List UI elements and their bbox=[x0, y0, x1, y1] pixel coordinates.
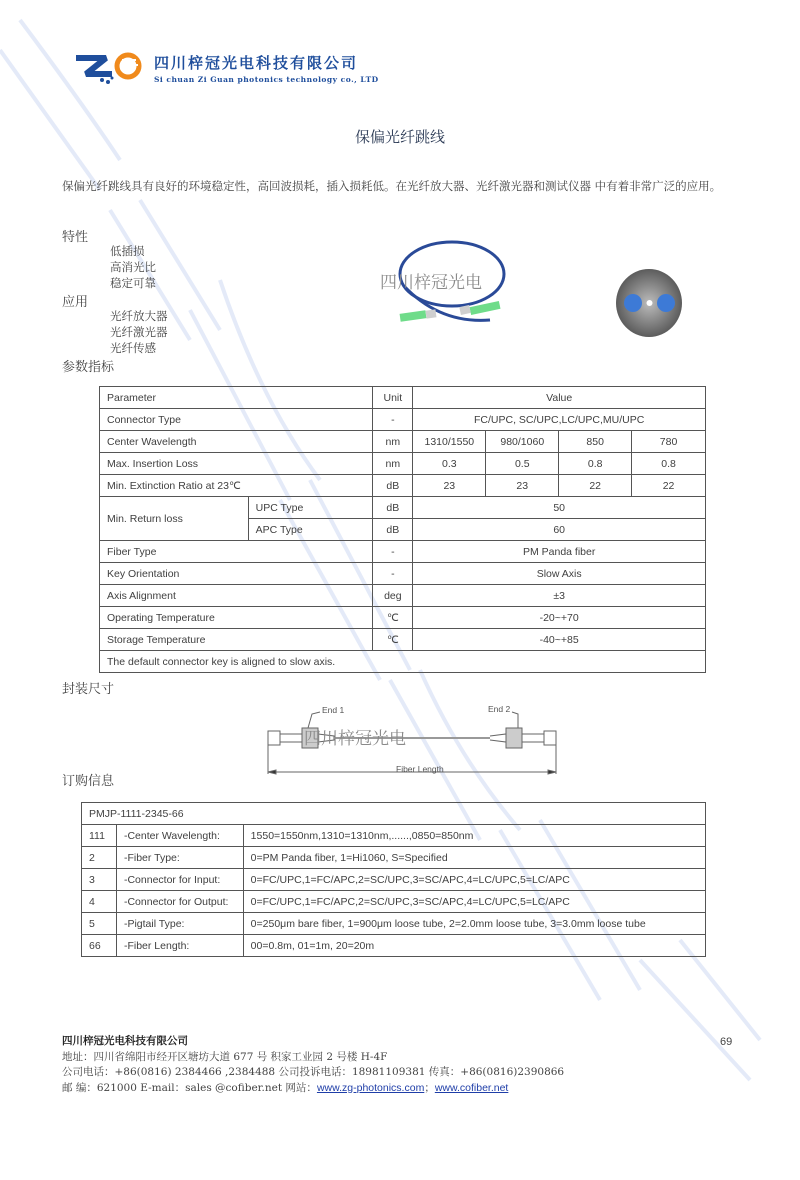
end2-label: End 2 bbox=[488, 704, 511, 714]
param-value: 1310/1550 bbox=[413, 431, 486, 453]
param-value: 850 bbox=[559, 431, 632, 453]
field-cell: -Fiber Length: bbox=[116, 935, 243, 957]
code-cell: 2 bbox=[82, 847, 117, 869]
table-row bbox=[82, 913, 706, 935]
param-unit: deg bbox=[373, 585, 413, 607]
desc-cell: 1550=1550nm,1310=1310nm,......,0850=850nm bbox=[243, 825, 705, 847]
param-value: Slow Axis bbox=[413, 563, 706, 585]
desc-cell: 0=FC/UPC,1=FC/APC,2=SC/UPC,3=SC/APC,4=LC/UPC,5=LC/APC bbox=[243, 891, 705, 913]
table-row bbox=[82, 935, 706, 957]
table-row bbox=[82, 847, 706, 869]
desc-cell: 0=FC/UPC,1=FC/APC,2=SC/UPC,3=SC/APC,4=LC/UPC,5=LC/APC bbox=[243, 869, 705, 891]
field-cell: -Connector for Output: bbox=[116, 891, 243, 913]
param-value: ±3 bbox=[413, 585, 706, 607]
footer-separator: ； bbox=[424, 1081, 435, 1094]
param-value: 0.5 bbox=[486, 453, 559, 475]
image-watermark: 四川梓冠光电 bbox=[380, 273, 482, 293]
code-cell: 4 bbox=[82, 891, 117, 913]
field-cell: -Center Wavelength: bbox=[116, 825, 243, 847]
package-heading: 封装尺寸 bbox=[62, 682, 115, 697]
code-cell: 111 bbox=[82, 825, 117, 847]
param-unit: nm bbox=[373, 431, 413, 453]
param-value: -20~+70 bbox=[413, 607, 706, 629]
footer bbox=[62, 1034, 564, 1096]
param-value: 50 bbox=[413, 497, 706, 519]
table-row bbox=[82, 869, 706, 891]
table-row bbox=[100, 453, 706, 475]
param-label: Connector Type bbox=[100, 409, 373, 431]
table-row bbox=[100, 629, 706, 651]
company-name-cn: 四川梓冠光电科技有限公司 bbox=[154, 54, 359, 72]
param-value: 980/1060 bbox=[486, 431, 559, 453]
field-cell: -Pigtail Type: bbox=[116, 913, 243, 935]
param-unit: dB bbox=[373, 475, 413, 497]
table-row bbox=[82, 825, 706, 847]
company-logo bbox=[72, 50, 379, 86]
param-value: 780 bbox=[632, 431, 706, 453]
param-label: Min. Return loss bbox=[100, 497, 249, 541]
table-row bbox=[100, 431, 706, 453]
diagram-watermark: 四川梓冠光电 bbox=[304, 729, 406, 749]
param-unit: nm bbox=[373, 453, 413, 475]
panda-fiber-cross-section-icon bbox=[613, 268, 685, 342]
table-row bbox=[100, 409, 706, 431]
header-value: Value bbox=[413, 387, 706, 409]
features-heading: 特性 bbox=[62, 230, 89, 245]
table-row bbox=[100, 585, 706, 607]
website-link-cofiber[interactable]: www.cofiber.net bbox=[434, 1081, 509, 1094]
company-name-en: Si chuan Zi Guan photonics technology co., LTD bbox=[154, 75, 379, 84]
header-parameter: Parameter bbox=[100, 387, 373, 409]
param-label: Storage Temperature bbox=[100, 629, 373, 651]
param-value: 0.3 bbox=[413, 453, 486, 475]
param-value: 0.8 bbox=[559, 453, 632, 475]
code-cell: 3 bbox=[82, 869, 117, 891]
fiber-length-label: Fiber Length bbox=[396, 764, 444, 774]
param-value: 60 bbox=[413, 519, 706, 541]
part-number: PMJP-1111-2345-66 bbox=[82, 803, 706, 825]
ordering-code-row bbox=[82, 803, 706, 825]
param-label: Fiber Type bbox=[100, 541, 373, 563]
ordering-heading: 订购信息 bbox=[62, 774, 115, 789]
code-cell: 66 bbox=[82, 935, 117, 957]
param-label: Axis Alignment bbox=[100, 585, 373, 607]
table-note-row bbox=[100, 651, 706, 673]
param-value: 0.8 bbox=[632, 453, 706, 475]
param-value: 23 bbox=[486, 475, 559, 497]
table-row bbox=[100, 497, 706, 519]
param-label: Operating Temperature bbox=[100, 607, 373, 629]
table-header-row bbox=[100, 387, 706, 409]
footer-postal-email: 邮 编：621000 E-mail：sales @cofiber.net 网站： bbox=[62, 1081, 317, 1094]
footer-phone: 公司电话：+86(0816) 2384466 ,2384488 公司投诉电话：18981109381 传真：+86(0816)2390866 bbox=[62, 1066, 565, 1078]
page-title: 保偏光纤跳线 bbox=[354, 128, 445, 146]
product-image bbox=[380, 236, 580, 336]
param-unit: ℃ bbox=[373, 629, 413, 651]
param-value: 22 bbox=[632, 475, 706, 497]
application-item: 光纤放大器 bbox=[110, 309, 168, 323]
param-value: -40~+85 bbox=[413, 629, 706, 651]
param-unit: dB bbox=[373, 497, 413, 519]
end1-label: End 1 bbox=[322, 705, 345, 715]
package-diagram bbox=[262, 700, 562, 780]
ordering-table bbox=[81, 802, 706, 957]
website-link-zg-photonics[interactable]: www.zg-photonics.com bbox=[316, 1081, 425, 1094]
param-value: FC/UPC, SC/UPC,LC/UPC,MU/UPC bbox=[413, 409, 706, 431]
application-item: 光纤传感 bbox=[110, 341, 156, 355]
param-label: Min. Extinction Ratio at 23℃ bbox=[100, 475, 373, 497]
table-row bbox=[100, 607, 706, 629]
footer-address: 地址：四川省绵阳市经开区塘坊大道 677 号 积家工业园 2 号楼 H-4F bbox=[62, 1050, 388, 1063]
desc-cell: 00=0.8m, 01=1m, 20=20m bbox=[243, 935, 705, 957]
table-row bbox=[100, 475, 706, 497]
desc-cell: 0=250μm bare fiber, 1=900μm loose tube, 2=2.0mm loose tube, 3=3.0mm loose tube bbox=[243, 913, 705, 935]
applications-heading: 应用 bbox=[62, 295, 89, 310]
param-label: Center Wavelength bbox=[100, 431, 373, 453]
intro-paragraph: 保偏光纤跳线具有良好的环境稳定性，高回波损耗，插入损耗低。在光纤放大器、光纤激光器和测试仪器 中有着非常广泛的应用。 bbox=[62, 179, 722, 193]
feature-item: 低插损 bbox=[110, 244, 145, 258]
param-unit: dB bbox=[373, 519, 413, 541]
feature-item: 高消光比 bbox=[110, 260, 156, 274]
header-unit: Unit bbox=[373, 387, 413, 409]
zg-logo-icon bbox=[72, 50, 150, 86]
param-value: 22 bbox=[559, 475, 632, 497]
param-sublabel: UPC Type bbox=[248, 497, 373, 519]
param-unit: ℃ bbox=[373, 607, 413, 629]
table-row bbox=[82, 891, 706, 913]
table-note: The default connector key is aligned to slow axis. bbox=[100, 651, 706, 673]
param-unit: - bbox=[373, 409, 413, 431]
param-sublabel: APC Type bbox=[248, 519, 373, 541]
field-cell: -Fiber Type: bbox=[116, 847, 243, 869]
application-item: 光纤激光器 bbox=[110, 325, 168, 339]
param-value: PM Panda fiber bbox=[413, 541, 706, 563]
table-row bbox=[100, 541, 706, 563]
code-cell: 5 bbox=[82, 913, 117, 935]
spec-table bbox=[99, 386, 706, 673]
footer-company: 四川梓冠光电科技有限公司 bbox=[62, 1035, 188, 1047]
param-label: Max. Insertion Loss bbox=[100, 453, 373, 475]
field-cell: -Connector for Input: bbox=[116, 869, 243, 891]
param-unit: - bbox=[373, 563, 413, 585]
desc-cell: 0=PM Panda fiber, 1=Hi1060, S=Specified bbox=[243, 847, 705, 869]
param-value: 23 bbox=[413, 475, 486, 497]
page-number: 69 bbox=[720, 1036, 733, 1048]
param-unit: - bbox=[373, 541, 413, 563]
feature-item: 稳定可靠 bbox=[110, 276, 156, 290]
spec-heading: 参数指标 bbox=[62, 360, 115, 375]
param-label: Key Orientation bbox=[100, 563, 373, 585]
table-row bbox=[100, 563, 706, 585]
